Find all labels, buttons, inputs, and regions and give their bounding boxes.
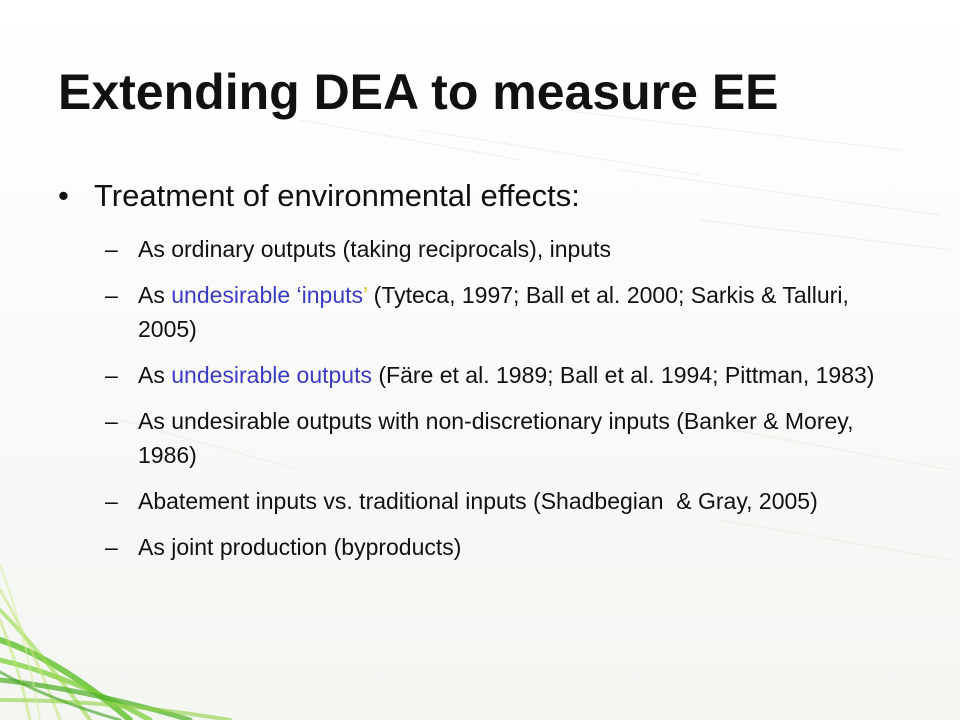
dash-marker: –	[105, 236, 118, 262]
dash-marker: –	[105, 282, 118, 308]
list-item	[105, 232, 905, 266]
dash-marker: –	[105, 534, 118, 560]
dash-marker: –	[105, 488, 118, 514]
highlighted-term: undesirable outputs	[171, 362, 372, 388]
sub-bullet-list	[105, 232, 905, 576]
list-item	[105, 530, 905, 564]
list-item-text: As ordinary outputs (taking reciprocals), inputs	[138, 236, 611, 262]
list-item	[105, 484, 905, 518]
citation-text: (Tyteca, 1997; Ball et al. 2000; Sarkis & Talluri, 2005)	[138, 282, 849, 342]
list-item	[105, 358, 905, 392]
slide-title: Extending DEA to measure EE	[58, 64, 779, 120]
highlighted-term: undesirable ‘inputs	[171, 282, 364, 308]
list-item-prefix: As	[138, 362, 172, 388]
closing-quote: ’	[363, 282, 368, 308]
list-item-prefix: As	[138, 282, 172, 308]
dash-marker: –	[105, 408, 118, 434]
list-item-text: As undesirable outputs with non-discretionary inputs (Banker & Morey, 1986)	[138, 408, 854, 468]
list-item-text: As joint production (byproducts)	[138, 534, 462, 560]
citation-text: (Färe et al. 1989; Ball et al. 1994; Pittman, 1983)	[372, 362, 875, 388]
list-item	[105, 404, 905, 472]
list-item-text: Abatement inputs vs. traditional inputs (Shadbegian & Gray, 2005)	[138, 488, 818, 514]
dash-marker: –	[105, 362, 118, 388]
main-bullet-text: Treatment of environmental effects:	[94, 178, 580, 213]
bullet-dot-icon: •	[58, 178, 69, 213]
list-item	[105, 278, 905, 346]
main-bullet	[58, 176, 918, 216]
